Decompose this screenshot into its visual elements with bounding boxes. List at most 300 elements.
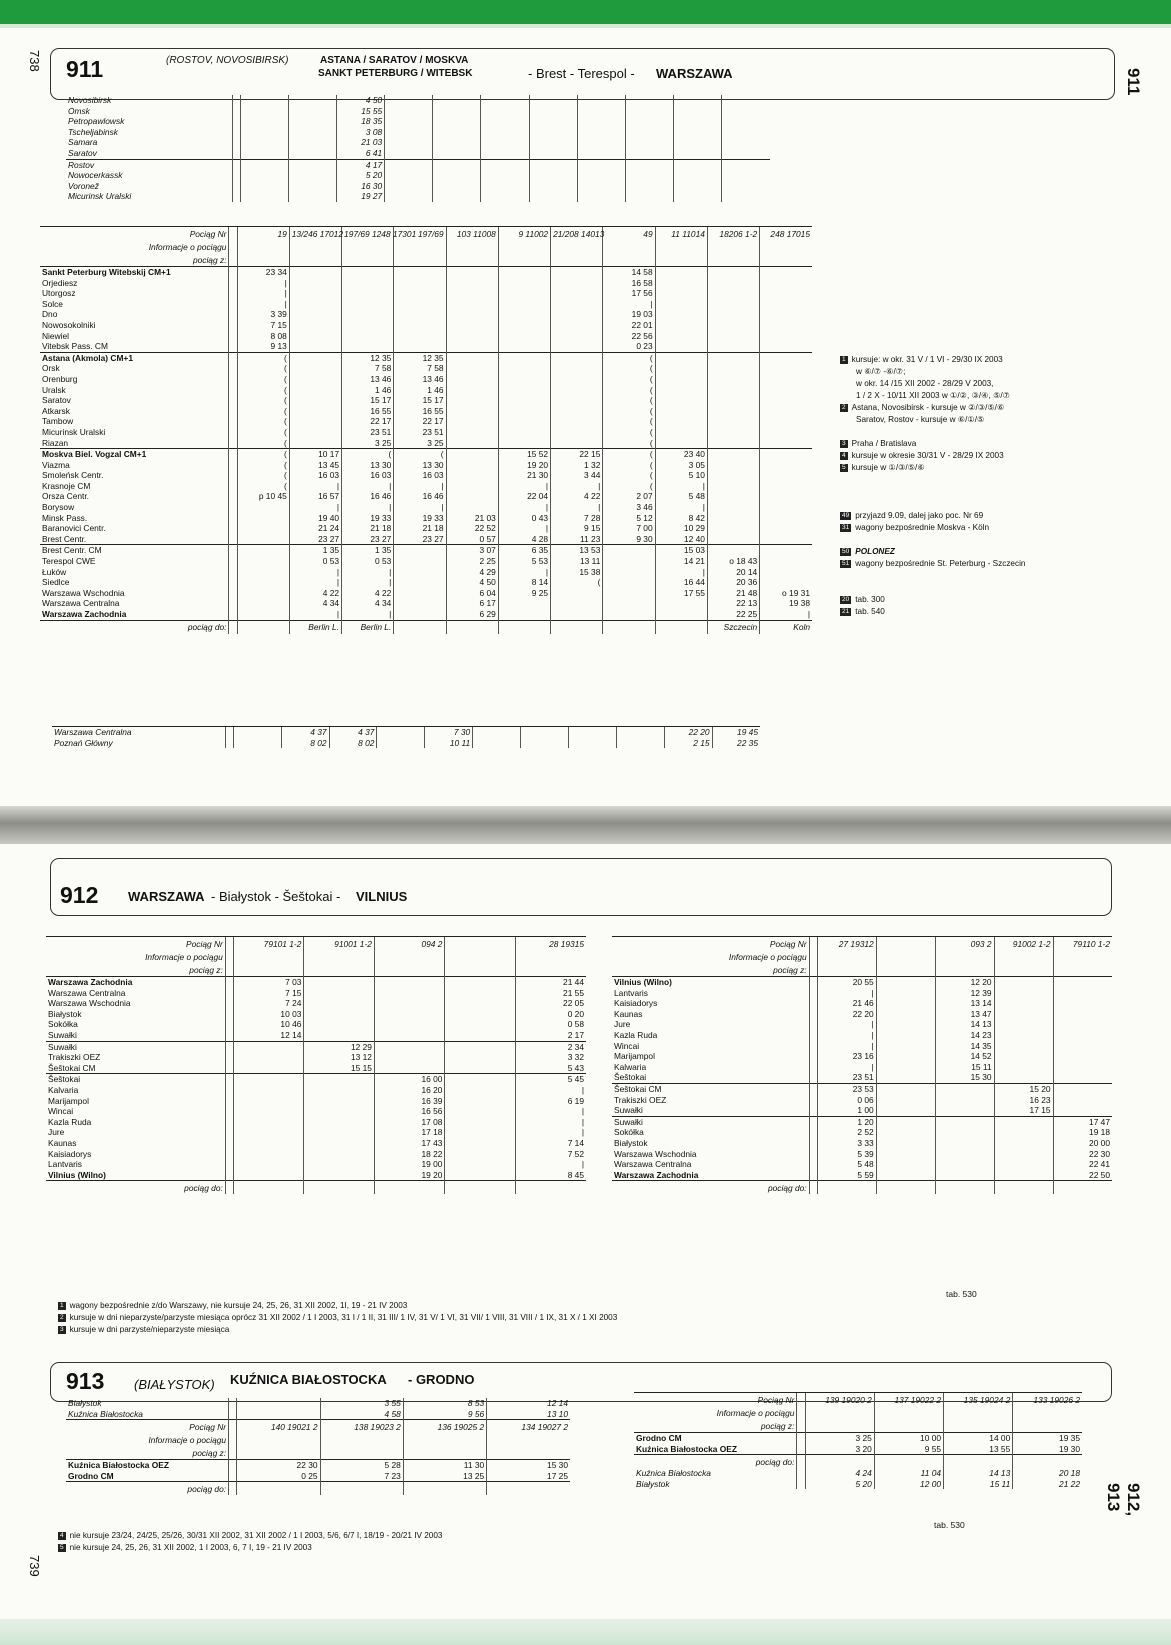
- time-cell: [289, 438, 341, 449]
- time-cell: [446, 320, 498, 331]
- row-marker: [232, 116, 240, 127]
- time-cell: 21 03: [337, 137, 385, 148]
- time-cell: 15 15: [304, 1063, 375, 1074]
- time-cell: [446, 288, 498, 299]
- time-cell: [304, 1096, 375, 1107]
- time-cell: 23 27: [394, 534, 446, 545]
- time-cell: [577, 95, 625, 106]
- time-cell: 19 20: [498, 460, 550, 471]
- info-cell: [237, 240, 289, 253]
- time-cell: [551, 352, 603, 363]
- row-marker: [229, 523, 237, 534]
- station-name: Micurinsk Uralski: [42, 426, 106, 437]
- time-cell: (: [603, 460, 655, 471]
- time-cell: [674, 106, 722, 117]
- time-cell: [722, 95, 770, 106]
- time-cell: [237, 567, 289, 578]
- station-name: Uralsk: [42, 384, 66, 395]
- row-marker: [229, 288, 237, 299]
- header-row: [46, 937, 586, 951]
- page-number-top: 738: [27, 50, 42, 72]
- row-marker: [225, 1019, 233, 1030]
- time-cell: [446, 309, 498, 320]
- from-row: [66, 1446, 570, 1460]
- row-marker: [809, 1116, 817, 1127]
- time-cell: 4 37: [329, 727, 377, 738]
- footnote: [840, 594, 1110, 606]
- t911-post-table: [52, 726, 760, 748]
- time-cell: [760, 278, 812, 289]
- time-cell: 2 34: [515, 1041, 586, 1052]
- time-cell: [446, 502, 498, 513]
- time-cell: [551, 609, 603, 620]
- time-cell: 19 38: [760, 598, 812, 609]
- time-cell: 15 30: [935, 1072, 994, 1083]
- station-name: Suwałki: [48, 1029, 77, 1040]
- train-number: 139 19020 2: [805, 1393, 874, 1407]
- time-cell: 10 17: [289, 449, 341, 460]
- from-label: pociąg z:: [192, 254, 227, 265]
- time-cell: [473, 738, 521, 749]
- time-cell: [760, 374, 812, 385]
- time-cell: 18 22: [374, 1149, 445, 1160]
- train-number: 19: [237, 227, 289, 241]
- time-cell: [616, 738, 664, 749]
- to-marker: [229, 1482, 237, 1496]
- footnote: [840, 426, 1110, 438]
- time-cell: [1053, 1105, 1112, 1116]
- station-name: Minsk Pass.: [42, 512, 88, 523]
- time-cell: [655, 341, 707, 352]
- time-cell: [445, 998, 516, 1009]
- book-gutter: [0, 806, 1171, 844]
- time-cell: 22 30: [1053, 1149, 1112, 1160]
- t913-number: 913: [66, 1368, 105, 1394]
- station-row: [40, 331, 812, 342]
- time-cell: 7 58: [342, 363, 394, 374]
- station-row: [66, 1460, 570, 1471]
- time-cell: |: [289, 481, 341, 492]
- time-cell: 9 56: [403, 1409, 486, 1420]
- station-row: [40, 513, 812, 524]
- time-cell: 9 25: [498, 588, 550, 599]
- time-cell: [577, 170, 625, 181]
- station-row: [40, 588, 812, 599]
- side-table-number-top: 911: [1124, 68, 1143, 96]
- station-name: Suwałki: [612, 1116, 809, 1127]
- station-name: Kaunas: [48, 1137, 77, 1148]
- time-cell: [655, 438, 707, 449]
- time-cell: 17 47: [1053, 1116, 1112, 1127]
- info-cell: [320, 1433, 403, 1446]
- train-number: 79110 1-2: [1053, 937, 1112, 951]
- time-cell: 16 39: [374, 1096, 445, 1107]
- station-row: [612, 1062, 1112, 1073]
- time-cell: 21 48: [707, 588, 759, 599]
- time-cell: [237, 545, 289, 556]
- time-cell: 5 28: [320, 1460, 403, 1471]
- row-marker: [229, 320, 237, 331]
- time-cell: [304, 1159, 375, 1170]
- train-number: 28 19315: [515, 937, 586, 951]
- time-cell: [529, 127, 577, 138]
- destination-cell: [994, 1181, 1053, 1195]
- destination-cell: [237, 1482, 320, 1496]
- time-cell: [760, 427, 812, 438]
- time-cell: [994, 1149, 1053, 1160]
- time-cell: 10 11: [425, 738, 473, 749]
- row-marker: [809, 1072, 817, 1083]
- from-cell: [935, 963, 994, 977]
- time-cell: [233, 1127, 304, 1138]
- time-cell: [707, 427, 759, 438]
- time-cell: [237, 577, 289, 588]
- time-cell: (: [603, 438, 655, 449]
- time-cell: (: [603, 416, 655, 427]
- time-cell: [288, 159, 336, 170]
- time-cell: [876, 1051, 935, 1062]
- time-cell: [551, 320, 603, 331]
- time-cell: 23 51: [817, 1072, 876, 1083]
- time-cell: [994, 988, 1053, 999]
- train-number: 094 2: [374, 937, 445, 951]
- time-cell: [707, 320, 759, 331]
- time-cell: 3 44: [551, 470, 603, 481]
- time-cell: 21 24: [289, 523, 341, 534]
- time-cell: [445, 1041, 516, 1052]
- time-cell: [433, 95, 481, 106]
- time-cell: [374, 1052, 445, 1063]
- time-cell: [760, 320, 812, 331]
- t912-notes: [58, 1300, 1098, 1336]
- time-cell: (: [237, 406, 289, 417]
- time-cell: [374, 1019, 445, 1030]
- station-row: [40, 352, 812, 363]
- station-row: [40, 395, 812, 406]
- info-label: Informacje o pociągu: [716, 1407, 795, 1418]
- time-cell: 14 52: [935, 1051, 994, 1062]
- time-cell: |: [498, 567, 550, 578]
- destination-cell: [876, 1181, 935, 1195]
- time-cell: [529, 116, 577, 127]
- station-row: [46, 1117, 586, 1128]
- time-cell: |: [515, 1159, 586, 1170]
- time-cell: [289, 320, 341, 331]
- time-cell: [498, 427, 550, 438]
- time-cell: [394, 320, 446, 331]
- time-cell: 21 22: [1013, 1479, 1082, 1490]
- time-cell: [289, 299, 341, 310]
- time-cell: 4 22: [551, 491, 603, 502]
- time-cell: [342, 288, 394, 299]
- time-cell: 13 25: [403, 1471, 486, 1482]
- info-row: [634, 1406, 1082, 1419]
- time-cell: 7 28: [551, 513, 603, 524]
- time-cell: [498, 278, 550, 289]
- time-cell: [481, 116, 529, 127]
- destination-cell: Berlin L.: [289, 620, 341, 634]
- row-marker: [225, 1138, 233, 1149]
- time-cell: [935, 1149, 994, 1160]
- header-label: Pociąg Nr: [634, 1393, 797, 1407]
- station-name: Białystok: [68, 1398, 102, 1408]
- row-marker: [225, 738, 233, 749]
- footnote-text: wagony bezpośrednie Moskva - Köln: [855, 523, 990, 532]
- row-marker: [809, 1009, 817, 1020]
- time-cell: [446, 449, 498, 460]
- row-marker: [229, 598, 237, 609]
- time-cell: [994, 1127, 1053, 1138]
- time-cell: [289, 278, 341, 289]
- time-cell: [994, 1019, 1053, 1030]
- time-cell: [760, 395, 812, 406]
- time-cell: [603, 577, 655, 588]
- footnote: [840, 582, 1110, 594]
- from-cell: [876, 963, 935, 977]
- station-name: Sokółka: [614, 1127, 644, 1138]
- footnote-text: przyjazd 9.09, dalej jako poc. Nr 69: [855, 511, 984, 520]
- footnote: [58, 1542, 1098, 1554]
- station-row: [40, 267, 812, 278]
- row-marker: [809, 1019, 817, 1030]
- station-row: [612, 1105, 1112, 1116]
- time-cell: [529, 148, 577, 159]
- time-cell: 14 21: [655, 556, 707, 567]
- time-cell: [674, 159, 722, 170]
- station-name: Jure: [614, 1019, 631, 1030]
- station-row: [40, 502, 812, 513]
- time-cell: 12 14: [487, 1398, 570, 1409]
- time-cell: 13 46: [342, 374, 394, 385]
- row-marker: [225, 1041, 233, 1052]
- time-cell: [876, 1083, 935, 1094]
- station-name: Orsk: [42, 363, 60, 374]
- time-cell: 3 05: [655, 460, 707, 471]
- time-cell: 22 50: [1053, 1170, 1112, 1181]
- time-cell: (: [603, 481, 655, 492]
- time-cell: 5 45: [515, 1074, 586, 1085]
- from-cell: [655, 253, 707, 267]
- time-cell: [342, 309, 394, 320]
- station-row: [40, 427, 812, 438]
- time-cell: [994, 1116, 1053, 1127]
- station-name: Orenburg: [42, 373, 78, 384]
- station-name: Siedlce: [42, 577, 70, 588]
- time-cell: [577, 127, 625, 138]
- destination-cell: Koln: [760, 620, 812, 634]
- station-name: Kuźnica Białostocka OEZ: [66, 1460, 229, 1471]
- footnote-text: Saratov, Rostov - kursuje w ⑥/①/⑤: [856, 415, 985, 424]
- destination-cell: [374, 1181, 445, 1195]
- time-cell: [445, 1052, 516, 1063]
- to-marker: [225, 1181, 233, 1195]
- time-cell: [377, 738, 425, 749]
- time-cell: [237, 598, 289, 609]
- time-cell: 21 03: [446, 513, 498, 524]
- row-marker: [809, 1095, 817, 1106]
- station-row: [66, 116, 770, 127]
- time-cell: [240, 106, 288, 117]
- row-marker: [225, 1159, 233, 1170]
- station-name: Lantvaris: [614, 987, 648, 998]
- time-cell: [481, 127, 529, 138]
- time-cell: 2 17: [515, 1030, 586, 1041]
- time-cell: 16 58: [603, 278, 655, 289]
- time-cell: [551, 588, 603, 599]
- train-number: [445, 937, 516, 951]
- time-cell: o 18 43: [707, 556, 759, 567]
- time-cell: [625, 137, 673, 148]
- time-cell: [304, 1030, 375, 1041]
- station-name: Warszawa Centralna: [48, 987, 126, 998]
- time-cell: [707, 491, 759, 502]
- destination-cell: [446, 620, 498, 634]
- station-name: Šeštokai: [614, 1072, 647, 1083]
- time-cell: [394, 299, 446, 310]
- station-name: Sokółka: [48, 1019, 78, 1030]
- info-label: Informacje o pociągu: [728, 951, 807, 962]
- time-cell: 7 52: [515, 1149, 586, 1160]
- time-cell: [446, 460, 498, 471]
- time-cell: [577, 137, 625, 148]
- info-cell: [994, 950, 1053, 963]
- time-cell: [707, 460, 759, 471]
- footnote-text: POLONEZ: [855, 547, 895, 556]
- time-cell: [707, 470, 759, 481]
- station-name: Białystok: [48, 1008, 82, 1019]
- time-cell: [445, 1106, 516, 1117]
- time-cell: [674, 191, 722, 202]
- station-name: Nowocerkassk: [68, 170, 123, 181]
- time-cell: [289, 352, 341, 363]
- station-row: [46, 1106, 586, 1117]
- time-cell: 4 58: [320, 1409, 403, 1420]
- train-number: 248 17015: [760, 227, 812, 241]
- row-marker: [229, 556, 237, 567]
- time-cell: [707, 363, 759, 374]
- time-cell: [994, 1159, 1053, 1170]
- time-cell: [445, 1063, 516, 1074]
- station-name: Brest Centr. CM: [40, 545, 229, 556]
- row-marker: [809, 1030, 817, 1041]
- header-label: Pociąg Nr: [66, 1420, 229, 1434]
- time-cell: [577, 181, 625, 192]
- info-label: Informacje o pociągu: [145, 951, 223, 962]
- time-cell: [498, 438, 550, 449]
- row-marker: [809, 1041, 817, 1052]
- from-cell: [805, 1419, 874, 1433]
- time-cell: [304, 1074, 375, 1085]
- time-cell: 15 17: [342, 395, 394, 406]
- time-cell: [445, 1138, 516, 1149]
- time-cell: (: [394, 449, 446, 460]
- row-marker: [229, 534, 237, 545]
- station-row: [40, 374, 812, 385]
- time-cell: [498, 609, 550, 620]
- time-cell: [722, 181, 770, 192]
- time-cell: [304, 1170, 375, 1181]
- station-name: Nowosokolniki: [42, 319, 96, 330]
- time-cell: [288, 116, 336, 127]
- time-cell: 14 23: [935, 1030, 994, 1041]
- time-cell: 16 03: [289, 470, 341, 481]
- time-cell: 9 13: [237, 341, 289, 352]
- station-name: Marijampol: [614, 1051, 655, 1062]
- time-cell: [722, 137, 770, 148]
- time-cell: (: [603, 352, 655, 363]
- info-row: [40, 240, 812, 253]
- station-row: [40, 320, 812, 331]
- info-label: Informacje o pociągu: [148, 1434, 227, 1445]
- row-marker: [232, 181, 240, 192]
- time-cell: 4 24: [805, 1468, 874, 1479]
- time-cell: 5 48: [817, 1159, 876, 1170]
- time-cell: |: [342, 609, 394, 620]
- row-marker: [229, 331, 237, 342]
- time-cell: [994, 977, 1053, 988]
- station-row: [40, 460, 812, 471]
- station-row: [612, 998, 1112, 1009]
- row-marker: [232, 127, 240, 138]
- time-cell: 15 55: [337, 106, 385, 117]
- time-cell: [240, 137, 288, 148]
- time-cell: 12 00: [874, 1479, 943, 1490]
- time-cell: [707, 288, 759, 299]
- time-cell: 19 20: [374, 1170, 445, 1181]
- time-cell: [876, 1116, 935, 1127]
- time-cell: 9 15: [551, 523, 603, 534]
- time-cell: [707, 502, 759, 513]
- station-row: [46, 1041, 586, 1052]
- row-marker: [225, 977, 233, 988]
- time-cell: [233, 727, 281, 738]
- time-cell: [240, 191, 288, 202]
- time-cell: [304, 1085, 375, 1096]
- destination-cell: [304, 1181, 375, 1195]
- time-cell: 16 46: [342, 491, 394, 502]
- station-row: [46, 977, 586, 988]
- station-row: [46, 1085, 586, 1096]
- from-cell: [233, 963, 304, 977]
- from-cell: [320, 1446, 403, 1460]
- station-name: Grodno CM: [68, 1470, 114, 1481]
- row-marker: [229, 1460, 237, 1471]
- footnote: [840, 570, 1110, 582]
- time-cell: 21 44: [515, 977, 586, 988]
- t912-left-table: [46, 936, 586, 1194]
- station-name: Atkarsk: [42, 405, 70, 416]
- time-cell: [655, 609, 707, 620]
- footnote-marker: 1: [842, 355, 846, 363]
- time-cell: [760, 567, 812, 578]
- time-cell: [304, 1009, 375, 1020]
- time-cell: [707, 523, 759, 534]
- destination-cell: [1053, 1181, 1112, 1195]
- station-name: Viazma: [42, 459, 70, 470]
- time-cell: 13 10: [487, 1409, 570, 1420]
- footnote-marker: 5: [60, 1543, 64, 1551]
- time-cell: 17 43: [374, 1138, 445, 1149]
- footnote-marker: 4: [60, 1531, 64, 1539]
- time-cell: [240, 116, 288, 127]
- time-cell: [760, 363, 812, 374]
- time-cell: 6 17: [446, 598, 498, 609]
- row-marker: [809, 1062, 817, 1073]
- time-cell: |: [817, 1030, 876, 1041]
- time-cell: |: [515, 1085, 586, 1096]
- row-marker: [229, 460, 237, 471]
- row-marker: [232, 95, 240, 106]
